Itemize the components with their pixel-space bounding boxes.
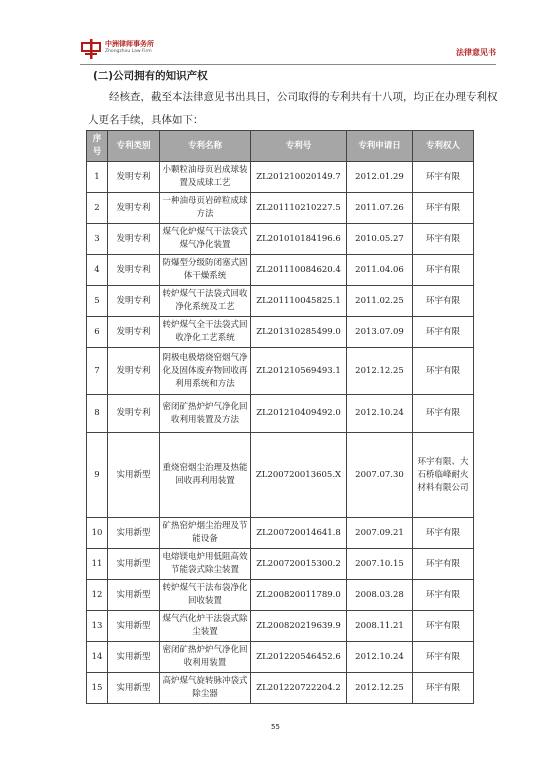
table-header-row	[87, 131, 474, 162]
page-number: 55	[271, 723, 280, 731]
row-name: 转炉煤气干法布袋净化回收装置	[160, 580, 251, 611]
table-row	[87, 286, 474, 317]
header-category: 专利类别	[108, 131, 160, 162]
table-row	[87, 673, 474, 704]
firm-name-en: Zhongzhou Law Firm	[105, 49, 152, 54]
row-holder: 环宇有限	[413, 580, 474, 611]
row-number: ZL200720015300.2	[251, 549, 347, 580]
table-row	[87, 580, 474, 611]
row-category: 发明专利	[108, 348, 160, 395]
row-category: 实用新型	[108, 580, 160, 611]
table-row	[87, 348, 474, 395]
row-index: 13	[87, 611, 108, 642]
row-category: 发明专利	[108, 224, 160, 255]
table-row	[87, 611, 474, 642]
row-holder: 环宇有限	[413, 193, 474, 224]
row-index: 15	[87, 673, 108, 704]
patent-table	[86, 130, 474, 704]
table-row	[87, 642, 474, 673]
firm-logo-icon	[80, 38, 102, 60]
header-date: 专利申请日	[347, 131, 413, 162]
row-index: 4	[87, 255, 108, 286]
table-row	[87, 224, 474, 255]
table-row	[87, 255, 474, 286]
row-date: 2007.07.30	[347, 433, 413, 518]
row-number: ZL201010184196.6	[251, 224, 347, 255]
row-number: ZL201310285499.0	[251, 317, 347, 348]
row-holder: 环宇有限	[413, 162, 474, 193]
row-category: 实用新型	[108, 518, 160, 549]
row-number: ZL201210020149.7	[251, 162, 347, 193]
row-holder: 环宇有限	[413, 518, 474, 549]
row-holder: 环宇有限、大石桥临峰耐火材料有限公司	[413, 433, 474, 518]
row-date: 2011.04.06	[347, 255, 413, 286]
row-category: 发明专利	[108, 317, 160, 348]
row-date: 2012.10.24	[347, 642, 413, 673]
table-row	[87, 162, 474, 193]
row-holder: 环宇有限	[413, 317, 474, 348]
row-name: 防爆型分级防闭塞式固体干燥系统	[160, 255, 251, 286]
row-holder: 环宇有限	[413, 224, 474, 255]
row-name: 小颗粒油母页岩成球装置及成球工艺	[160, 162, 251, 193]
row-index: 8	[87, 395, 108, 433]
row-category: 发明专利	[108, 162, 160, 193]
row-date: 2012.10.24	[347, 395, 413, 433]
row-name: 电熔镁电炉用低阻高效节能袋式除尘装置	[160, 549, 251, 580]
row-date: 2008.11.21	[347, 611, 413, 642]
row-category: 实用新型	[108, 642, 160, 673]
row-date: 2013.07.09	[347, 317, 413, 348]
header-name: 专利名称	[160, 131, 251, 162]
row-number: ZL201110084620.4	[251, 255, 347, 286]
row-number: ZL200720014641.8	[251, 518, 347, 549]
row-number: ZL201210409492.0	[251, 395, 347, 433]
row-date: 2011.02.25	[347, 286, 413, 317]
table-row	[87, 395, 474, 433]
header-holder: 专利权人	[413, 131, 474, 162]
row-category: 发明专利	[108, 395, 160, 433]
row-name: 煤气汽化炉干法袋式除尘装置	[160, 611, 251, 642]
row-index: 5	[87, 286, 108, 317]
row-number: ZL200820011789.0	[251, 580, 347, 611]
document-type: 法律意见书	[456, 48, 496, 57]
row-date: 2011.07.26	[347, 193, 413, 224]
row-name: 煤气化炉煤气干法袋式煤气净化装置	[160, 224, 251, 255]
row-index: 10	[87, 518, 108, 549]
row-index: 14	[87, 642, 108, 673]
row-category: 发明专利	[108, 286, 160, 317]
row-date: 2008.03.28	[347, 580, 413, 611]
intro-paragraph: 经核查，截至本法律意见书出具日，公司取得的专利共有十八项，均正在办理专利权人更名手续，具体如下：	[88, 91, 498, 126]
row-number: ZL201210569493.1	[251, 348, 347, 395]
row-index: 11	[87, 549, 108, 580]
row-holder: 环宇有限	[413, 549, 474, 580]
row-index: 6	[87, 317, 108, 348]
row-number: ZL201220546452.6	[251, 642, 347, 673]
row-holder: 环宇有限	[413, 255, 474, 286]
firm-name: 中洲律师事务所	[105, 40, 154, 48]
section-title: (二)公司拥有的知识产权	[93, 70, 208, 82]
row-date: 2012.12.25	[347, 348, 413, 395]
table-row	[87, 549, 474, 580]
row-index: 2	[87, 193, 108, 224]
row-holder: 环宇有限	[413, 395, 474, 433]
table-row	[87, 317, 474, 348]
row-number: ZL200820219639.9	[251, 611, 347, 642]
row-category: 实用新型	[108, 611, 160, 642]
row-index: 3	[87, 224, 108, 255]
row-holder: 环宇有限	[413, 642, 474, 673]
row-category: 发明专利	[108, 255, 160, 286]
row-date: 2007.10.15	[347, 549, 413, 580]
row-holder: 环宇有限	[413, 286, 474, 317]
row-category: 实用新型	[108, 549, 160, 580]
row-number: ZL201110045825.1	[251, 286, 347, 317]
header-index: 序号	[87, 131, 108, 162]
row-name: 转炉煤气全干法袋式回收净化工艺系统	[160, 317, 251, 348]
row-holder: 环宇有限	[413, 673, 474, 704]
row-index: 7	[87, 348, 108, 395]
row-index: 1	[87, 162, 108, 193]
row-name: 阴极电极熔烧窑烟气净化及固体废弃物回收再利用系统和方法	[160, 348, 251, 395]
row-index: 12	[87, 580, 108, 611]
row-name: 一种油母页岩碎粒成球方法	[160, 193, 251, 224]
table-row	[87, 518, 474, 549]
row-number: ZL201220722204.2	[251, 673, 347, 704]
table-row	[87, 193, 474, 224]
header-number: 专利号	[251, 131, 347, 162]
table-row	[87, 433, 474, 518]
row-category: 实用新型	[108, 673, 160, 704]
row-number: ZL200720013605.X	[251, 433, 347, 518]
row-date: 2012.12.25	[347, 673, 413, 704]
table-body	[87, 162, 474, 704]
page-header	[80, 34, 496, 65]
row-holder: 环宇有限	[413, 348, 474, 395]
row-name: 重烧窑烟尘治理及热能回收再利用装置	[160, 433, 251, 518]
row-name: 矿热窑炉烟尘治理及节能设备	[160, 518, 251, 549]
row-holder: 环宇有限	[413, 611, 474, 642]
row-name: 密闭矿热炉炉气净化回收利用装置及方法	[160, 395, 251, 433]
row-date: 2007.09.21	[347, 518, 413, 549]
row-number: ZL201110210227.5	[251, 193, 347, 224]
row-category: 实用新型	[108, 433, 160, 518]
row-date: 2012.01.29	[347, 162, 413, 193]
row-date: 2010.05.27	[347, 224, 413, 255]
row-name: 高炉煤气旋转脉冲袋式除尘器	[160, 673, 251, 704]
row-index: 9	[87, 433, 108, 518]
row-category: 发明专利	[108, 193, 160, 224]
row-name: 密闭矿热炉炉气净化回收利用装置	[160, 642, 251, 673]
row-name: 转炉煤气干法袋式回收净化系统及工艺	[160, 286, 251, 317]
